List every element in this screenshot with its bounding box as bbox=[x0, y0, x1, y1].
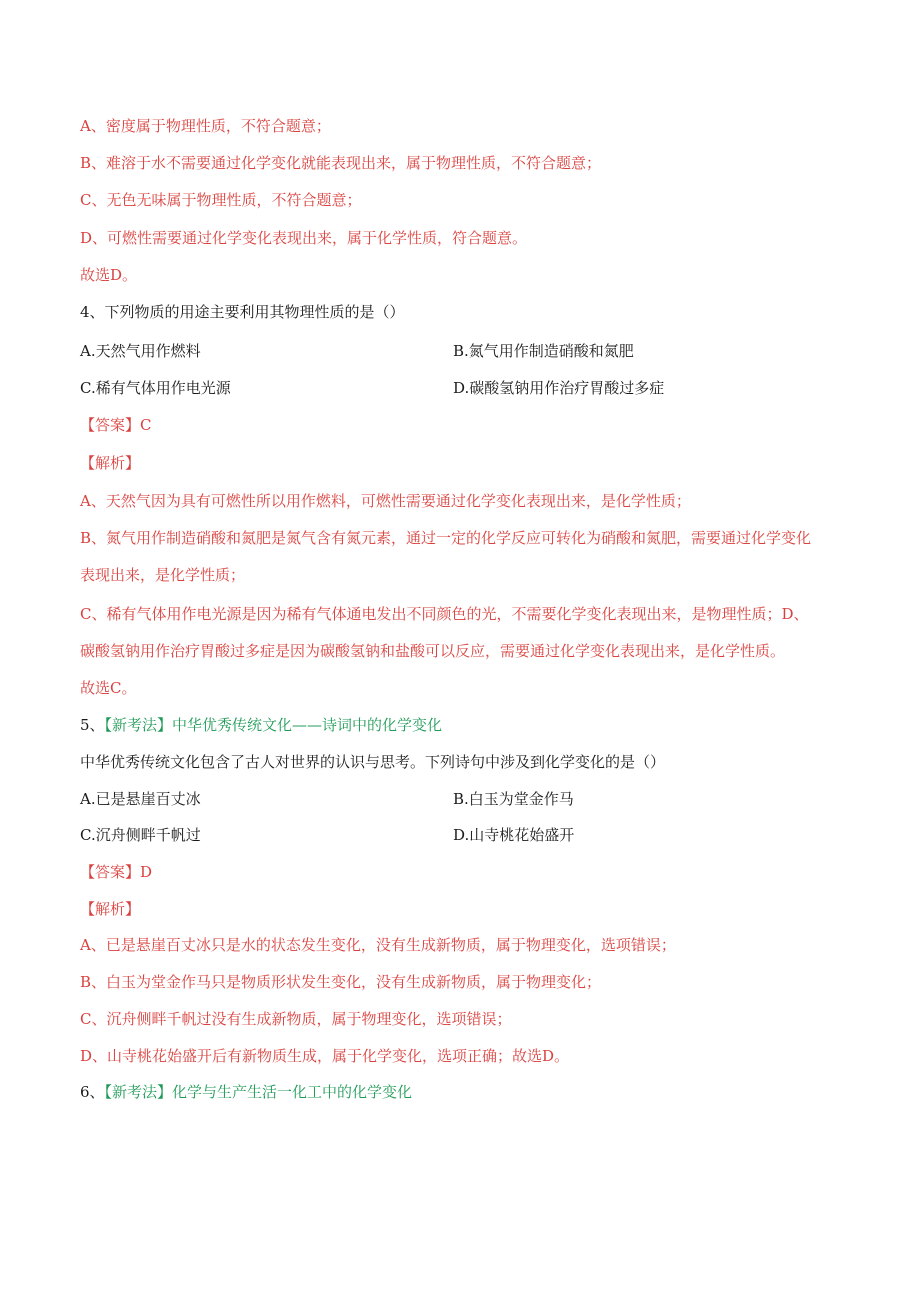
q5-answer-label: 【答案】 bbox=[80, 863, 141, 881]
q4-answer-label: 【答案】 bbox=[80, 416, 141, 434]
q3-analysis-d: D、可燃性需要通过化学变化表现出来，属于化学性质，符合题意。 bbox=[80, 229, 528, 247]
q5-option-d: D.山寺桃花始盛开 bbox=[453, 826, 575, 844]
q4-option-c: C.稀有气体用作电光源 bbox=[80, 379, 231, 397]
q6-tag: 【新考法】化学与生产生活一化工中的化学变化 bbox=[104, 1083, 413, 1101]
q4-analysis-a: A、天然气因为具有可燃性所以用作燃料，可燃性需要通过化学变化表现出来，是化学性质； bbox=[80, 492, 691, 510]
q3-analysis-c: C、无色无味属于物理性质，不符合题意； bbox=[80, 191, 362, 209]
q5-option-b: B.白玉为堂金作马 bbox=[453, 790, 574, 808]
q6-number: 6、 bbox=[80, 1083, 105, 1101]
q4-analysis-c1: C、稀有气体用作电光源是因为稀有气体通电发出不同颜色的光，不需要化学变化表现出来，是物理性质；D、 bbox=[80, 605, 809, 623]
q5-heading bbox=[80, 715, 442, 735]
q5-number: 5、 bbox=[80, 716, 105, 734]
q5-analysis-label: 【解析】 bbox=[80, 900, 141, 918]
q5-analysis-a: A、已是悬崖百丈冰只是水的状态发生变化，没有生成新物质，属于物理变化，选项错误； bbox=[80, 936, 676, 954]
q4-option-a: A.天然气用作燃料 bbox=[80, 342, 201, 360]
q4-conclusion: 故选C。 bbox=[80, 679, 137, 697]
q4-option-d: D.碳酸氢钠用作治疗胃酸过多症 bbox=[453, 379, 665, 397]
q4-answer bbox=[80, 415, 152, 435]
q3-analysis-b: B、难溶于水不需要通过化学变化就能表现出来，属于物理性质，不符合题意； bbox=[80, 154, 602, 172]
q3-conclusion: 故选D。 bbox=[80, 266, 138, 284]
q4-analysis-b1: B、氮气用作制造硝酸和氮肥是氮气含有氮元素，通过一定的化学反应可转化为硝酸和氮肥，需要通过化学变化 bbox=[80, 529, 812, 547]
q5-analysis-c: C、沉舟侧畔千帆过没有生成新物质，属于物理变化，选项错误； bbox=[80, 1010, 512, 1028]
q4-stem: 4、下列物质的用途主要利用其物理性质的是（） bbox=[80, 303, 405, 321]
q3-analysis-a: A、密度属于物理性质，不符合题意； bbox=[80, 117, 331, 135]
q4-option-b: B.氮气用作制造硝酸和氮肥 bbox=[453, 342, 634, 360]
q4-analysis-b2: 表现出来，是化学性质； bbox=[80, 566, 246, 584]
q6-heading bbox=[80, 1082, 412, 1102]
q5-option-a: A.已是悬崖百丈冰 bbox=[80, 790, 201, 808]
q5-answer-value: D bbox=[140, 863, 153, 881]
q5-analysis-d: D、山寺桃花始盛开后有新物质生成，属于化学变化，选项正确；故选D。 bbox=[80, 1047, 570, 1065]
q5-stem: 中华优秀传统文化包含了古人对世界的认识与思考。下列诗句中涉及到化学变化的是（） bbox=[80, 753, 666, 771]
q4-analysis-label: 【解析】 bbox=[80, 454, 141, 472]
q5-option-c: C.沉舟侧畔千帆过 bbox=[80, 826, 201, 844]
q4-analysis-c2: 碳酸氢钠用作治疗胃酸过多症是因为碳酸氢钠和盐酸可以反应，需要通过化学变化表现出来，是化学性质。 bbox=[80, 642, 786, 660]
q5-answer bbox=[80, 862, 152, 882]
q5-analysis-b: B、白玉为堂金作马只是物质形状发生变化，没有生成新物质，属于物理变化； bbox=[80, 973, 602, 991]
q4-answer-value: C bbox=[140, 416, 152, 434]
q5-tag: 【新考法】中华优秀传统文化——诗词中的化学变化 bbox=[104, 716, 443, 734]
